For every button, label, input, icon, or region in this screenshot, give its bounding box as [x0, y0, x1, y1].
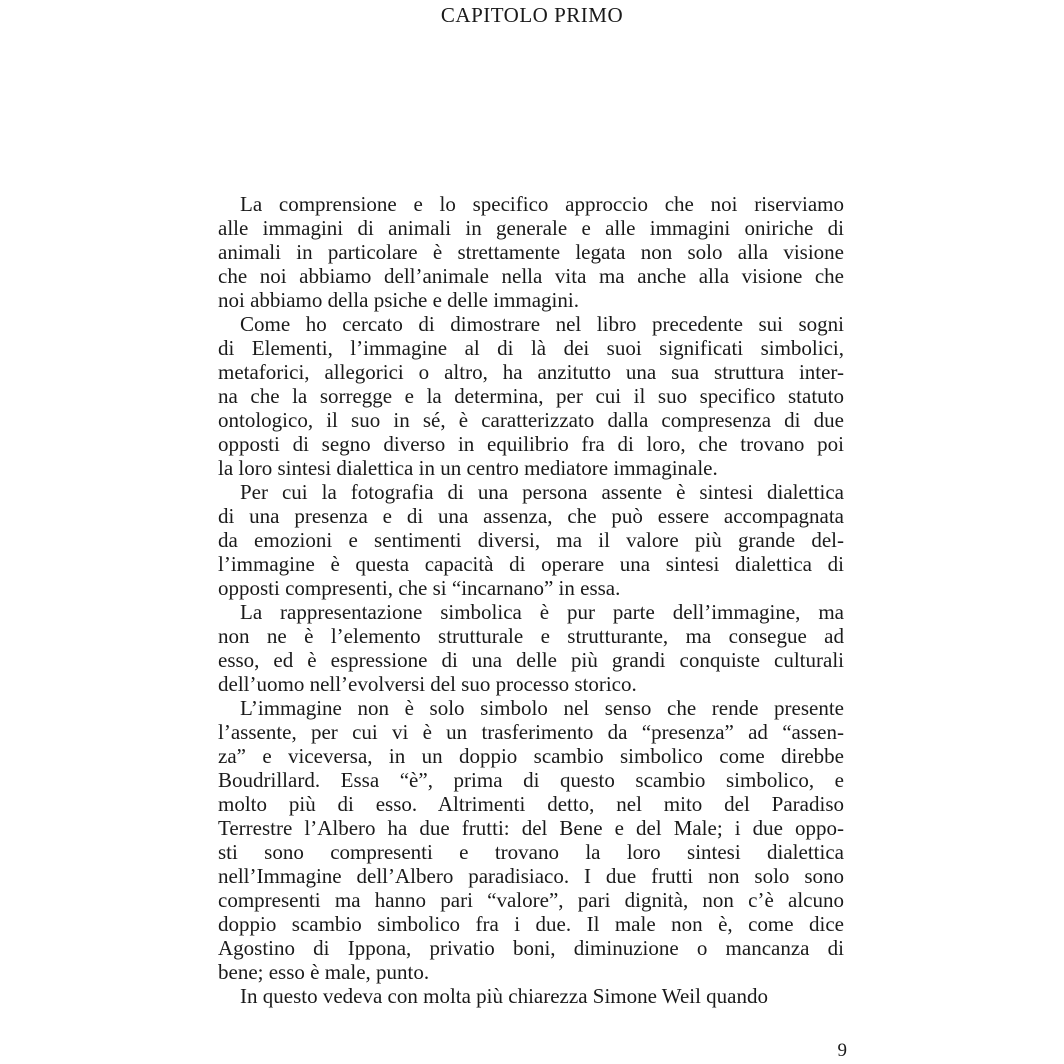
- text-line: animali in particolare è strettamente legata non solo alla visione: [218, 240, 844, 264]
- text-line: Agostino di Ippona, privatio boni, diminuzione o mancanza di: [218, 936, 844, 960]
- running-head: CAPITOLO PRIMO: [440, 3, 624, 27]
- text-line: non ne è l’elemento strutturale e strutturante, ma consegue ad: [218, 624, 844, 648]
- text-line: Come ho cercato di dimostrare nel libro precedente sui sogni: [240, 312, 844, 336]
- text-line: opposti compresenti, che si “incarnano” in essa.: [218, 576, 621, 600]
- paragraph: [218, 696, 844, 984]
- page-number: 9: [837, 1040, 847, 1061]
- text-line: Boudrillard. Essa “è”, prima di questo scambio simbolico, e: [218, 768, 844, 792]
- paragraph: [218, 480, 844, 600]
- text-line: na che la sorregge e la determina, per cui il suo specifico statuto: [218, 384, 844, 408]
- paragraph: [218, 192, 844, 312]
- text-line: bene; esso è male, punto.: [218, 960, 430, 984]
- text-line: di una presenza e di una assenza, che può essere accompagnata: [218, 504, 844, 528]
- text-line: nell’Immagine dell’Albero paradisiaco. I due frutti non solo sono: [218, 864, 844, 888]
- text-line: esso, ed è espressione di una delle più grandi conquiste culturali: [218, 648, 844, 672]
- text-line: l’immagine è questa capacità di operare una sintesi dialettica di: [218, 552, 844, 576]
- text-line: alle immagini di animali in generale e alle immagini oniriche di: [218, 216, 844, 240]
- text-line: Terrestre l’Albero ha due frutti: del Bene e del Male; i due oppo-: [218, 816, 844, 840]
- text-line: La rappresentazione simbolica è pur parte dell’immagine, ma: [240, 600, 844, 624]
- text-line: noi abbiamo della psiche e delle immagini.: [218, 288, 579, 312]
- text-line: opposti di segno diverso in equilibrio fra di loro, che trovano poi: [218, 432, 844, 456]
- text-line: sti sono compresenti e trovano la loro sintesi dialettica: [218, 840, 844, 864]
- text-line: da emozioni e sentimenti diversi, ma il valore più grande del-: [218, 528, 844, 552]
- paragraph: [218, 600, 844, 696]
- text-line: La comprensione e lo specifico approccio che noi riserviamo: [240, 192, 844, 216]
- body-text: [218, 192, 844, 1008]
- text-line: L’immagine non è solo simbolo nel senso che rende presente: [240, 696, 844, 720]
- text-line: doppio scambio simbolico fra i due. Il male non è, come dice: [218, 912, 844, 936]
- text-line: che noi abbiamo dell’animale nella vita ma anche alla visione che: [218, 264, 844, 288]
- text-line: compresenti ma hanno pari “valore”, pari dignità, non c’è alcuno: [218, 888, 844, 912]
- text-line: ontologico, il suo in sé, è caratterizzato dalla compresenza di due: [218, 408, 844, 432]
- paragraph: [218, 984, 844, 1008]
- text-line: Per cui la fotografia di una persona assente è sintesi dialettica: [240, 480, 844, 504]
- paragraph: [218, 312, 844, 480]
- text-line: di Elementi, l’immagine al di là dei suoi significati simbolici,: [218, 336, 844, 360]
- text-line: l’assente, per cui vi è un trasferimento da “presenza” ad “assen-: [218, 720, 844, 744]
- text-line: dell’uomo nell’evolversi del suo processo storico.: [218, 672, 637, 696]
- text-line: la loro sintesi dialettica in un centro mediatore immaginale.: [218, 456, 718, 480]
- text-line: metaforici, allegorici o altro, ha anzitutto una sua struttura inter-: [218, 360, 844, 384]
- text-line: In questo vedeva con molta più chiarezza Simone Weil quando: [240, 984, 769, 1008]
- text-line: molto più di esso. Altrimenti detto, nel mito del Paradiso: [218, 792, 844, 816]
- text-line: za” e viceversa, in un doppio scambio simbolico come direbbe: [218, 744, 844, 768]
